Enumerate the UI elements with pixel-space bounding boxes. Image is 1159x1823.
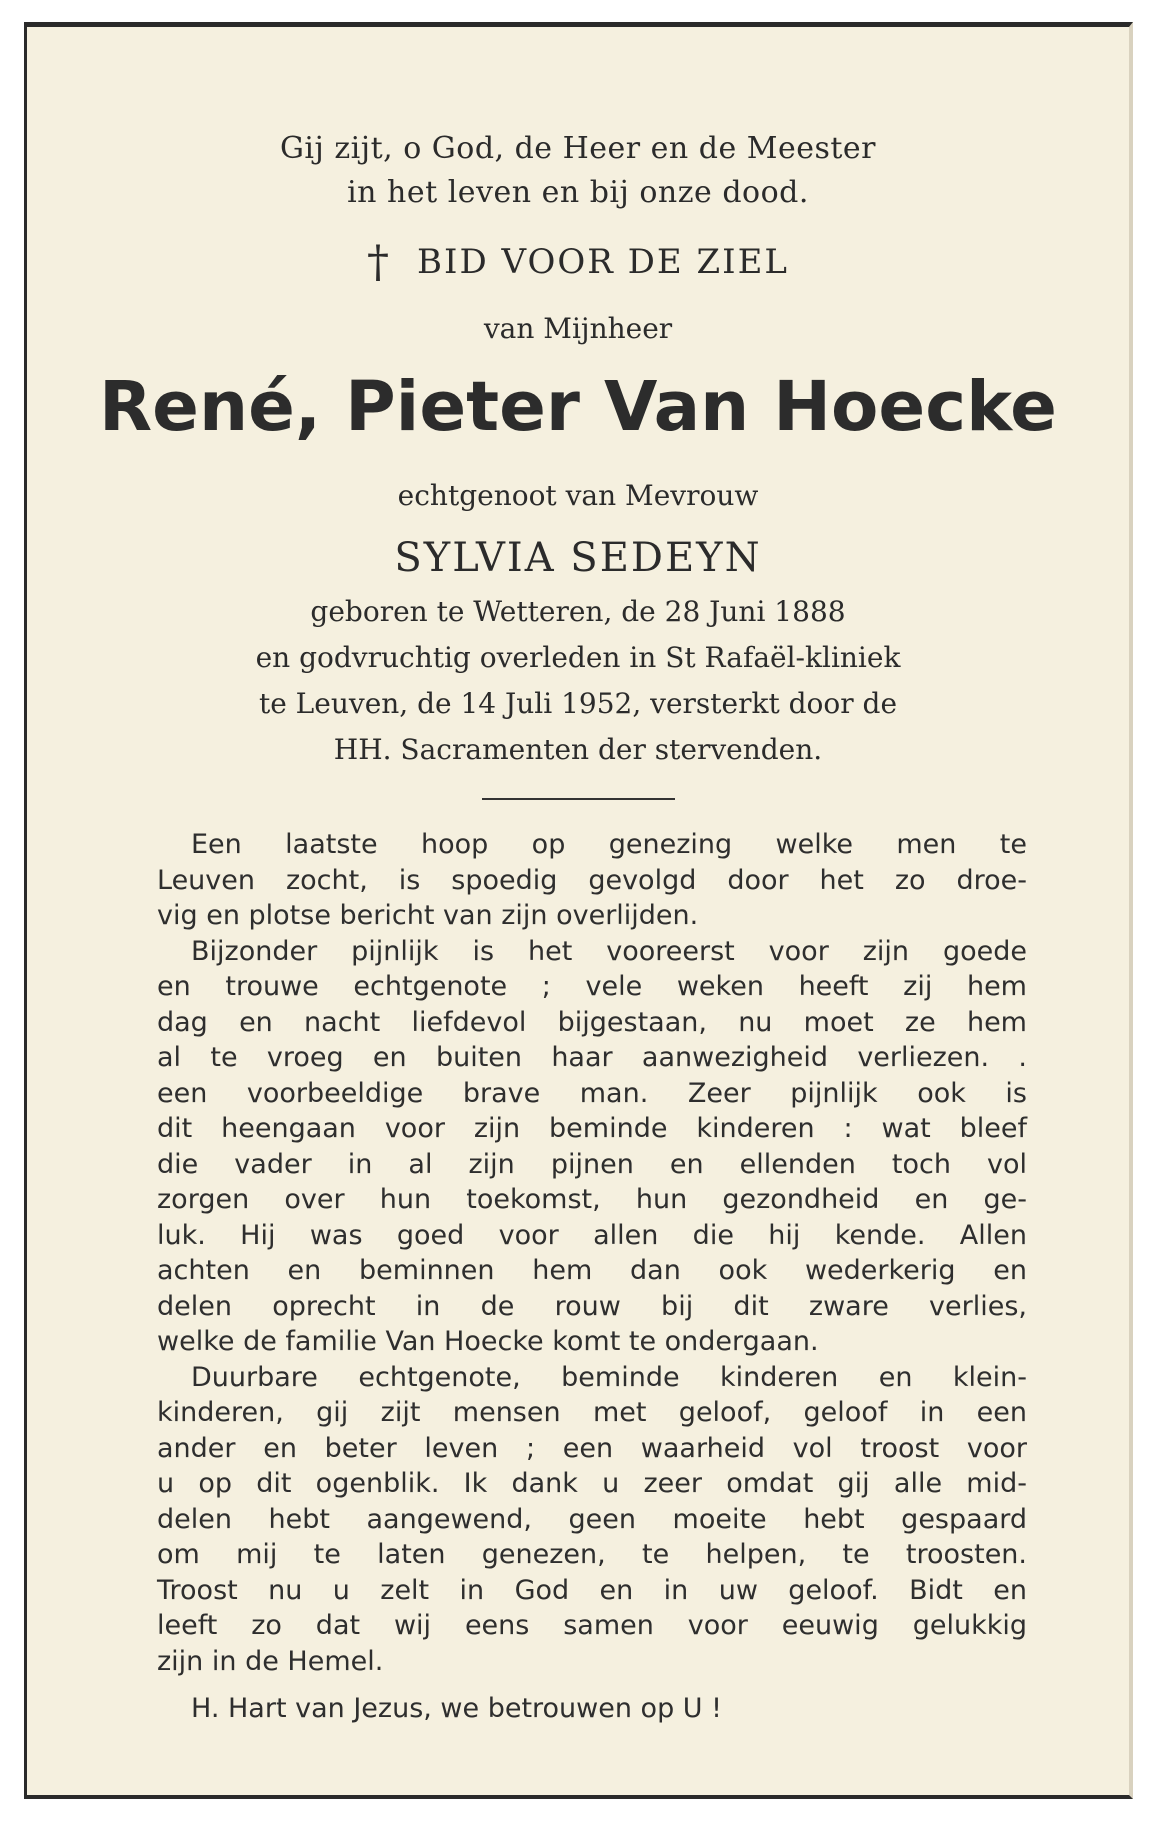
- body-line: dag en nacht liefdevol bijgestaan, nu moet ze hem: [157, 1006, 1027, 1038]
- prayer-heading: BID VOOR DE ZIEL: [417, 242, 789, 282]
- body-line: Bijzonder pijnlijk is het vooreerst voor zijn goede: [191, 935, 1027, 967]
- prayer-heading-row: [27, 237, 1129, 288]
- spouse-name: SYLVIA SEDEYN: [394, 535, 762, 581]
- fact-death-place: en godvruchtig overleden in St Rafaël-kliniek: [255, 641, 901, 674]
- body-line: delen oprecht in de rouw bij dit zware verlies,: [157, 1290, 1027, 1322]
- body-line: kinderen, gij zijt mensen met geloof, geloof in een: [157, 1397, 1027, 1428]
- cross-icon: †: [367, 237, 392, 288]
- body-line: zorgen over hun toekomst, hun gezondheid en ge-: [157, 1184, 1027, 1215]
- closing-invocation: H. Hart van Jezus, we betrouwen op U !: [191, 1693, 722, 1724]
- fact-death-date: te Leuven, de 14 Juli 1952, versterkt door de: [258, 687, 898, 720]
- verse-line-2: in het leven en bij onze dood.: [347, 175, 809, 210]
- body-line: al te vroeg en buiten haar aanwezigheid verliezen. .: [157, 1042, 1027, 1073]
- body-line: leeft zo dat wij eens samen voor eeuwig gelukkig: [157, 1610, 1027, 1641]
- body-line: zijn in de Hemel.: [157, 1645, 384, 1677]
- body-line: achten en beminnen hem dan ook wederkerig en: [157, 1255, 1027, 1286]
- body-line: Leuven zocht, is spoedig gevolgd door het zo droe-: [157, 864, 1027, 896]
- verse-line-1: Gij zijt, o God, de Heer en de Meester: [279, 131, 877, 166]
- memorial-card: [24, 22, 1133, 1799]
- life-facts: [27, 589, 1129, 773]
- body-line: ander en beter leven ; een waarheid vol troost voor: [157, 1432, 1027, 1464]
- body-line: u op dit ogenblik. Ik dank u zeer omdat gij alle mid-: [157, 1468, 1027, 1499]
- body-line: delen hebt aangewend, geen moeite hebt gespaard: [157, 1503, 1027, 1535]
- body-line: Een laatste hoop op genezing welke men te: [191, 829, 1027, 860]
- body-line: vig en plotse bericht van zijn overlijden.: [157, 900, 699, 931]
- spouse-intro: echtgenoot van Mevrouw: [397, 479, 759, 512]
- body-line: welke de familie Van Hoecke komt te ondergaan.: [157, 1326, 819, 1357]
- body-line: Troost nu u zelt in God en in uw geloof. Bidt en: [157, 1574, 1027, 1606]
- body-line: een voorbeeldige brave man. Zeer pijnlijk ook is: [157, 1077, 1027, 1109]
- opening-verse: [27, 127, 1129, 215]
- body-line: om mij te laten genezen, te helpen, te troosten.: [157, 1539, 1027, 1570]
- eulogy-text: [157, 827, 1027, 1727]
- body-line: Duurbare echtgenote, beminde kinderen en klein-: [191, 1361, 1027, 1393]
- body-line: dit heengaan voor zijn beminde kinderen : wat bleef: [157, 1113, 1027, 1144]
- body-line: die vader in al zijn pijnen en ellenden toch vol: [157, 1148, 1027, 1180]
- body-line: en trouwe echtgenote ; vele weken heeft zij hem: [157, 971, 1027, 1002]
- fact-sacraments: HH. Sacramenten der stervenden.: [333, 733, 823, 766]
- honorific: van Mijnheer: [483, 312, 673, 345]
- fact-birth: geboren te Wetteren, de 28 Juni 1888: [310, 595, 846, 628]
- body-line: luk. Hij was goed voor allen die hij kende. Allen: [157, 1219, 1027, 1251]
- deceased-name: René, Pieter Van Hoecke: [99, 367, 1057, 447]
- divider-rule: [482, 798, 675, 800]
